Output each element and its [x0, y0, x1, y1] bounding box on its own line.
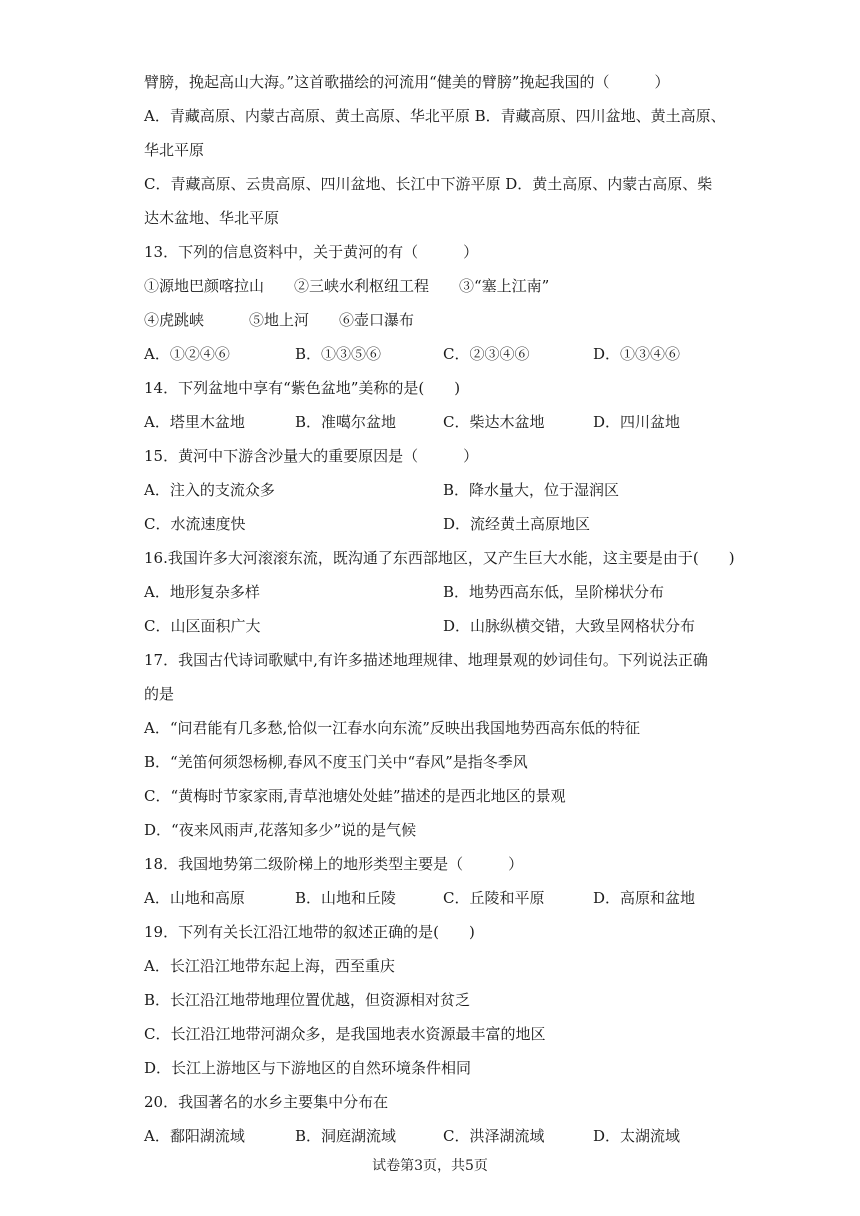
- q14-option-d[interactable]: D．四川盆地: [593, 413, 681, 431]
- q16-option-a[interactable]: A．地形复杂多样: [144, 583, 260, 601]
- q18-option-a[interactable]: A．山地和高原: [144, 889, 245, 907]
- q19-option-c[interactable]: C．长江沿江地带河湖众多，是我国地表水资源最丰富的地区: [144, 1025, 546, 1043]
- q17-stem-line-2: 的是: [144, 685, 175, 703]
- q15-option-c[interactable]: C．水流速度快: [144, 515, 246, 533]
- q13-info-line-1: ①源地巴颜喀拉山 ②三峡水利枢纽工程 ③“塞上江南”: [144, 277, 550, 295]
- q17-option-d[interactable]: D．“夜来风雨声,花落知多少”说的是气候: [144, 821, 417, 839]
- q19-option-d[interactable]: D．长江上游地区与下游地区的自然环境条件相同: [144, 1059, 472, 1077]
- q15-option-a[interactable]: A．注入的支流众多: [144, 481, 275, 499]
- q14-option-a[interactable]: A．塔里木盆地: [144, 413, 245, 431]
- q13-info-line-2: ④虎跳峡 ⑤地上河 ⑥壶口瀑布: [144, 311, 415, 329]
- q12-option-b-continuation: 华北平原: [144, 141, 205, 159]
- q16-option-d[interactable]: D．山脉纵横交错，大致呈网格状分布: [443, 617, 696, 635]
- q12-options-cd: C．青藏高原、云贵高原、四川盆地、长江中下游平原 D．黄土高原、内蒙古高原、柴: [144, 175, 713, 193]
- page-footer: 试卷第3页，共5页: [372, 1158, 488, 1174]
- q20-option-c[interactable]: C．洪泽湖流域: [443, 1127, 545, 1145]
- q14-stem: 14．下列盆地中享有“紫色盆地”美称的是( ): [144, 379, 461, 397]
- q17-option-c[interactable]: C．“黄梅时节家家雨,青草池塘处处蛙”描述的是西北地区的景观: [144, 787, 566, 805]
- q14-option-c[interactable]: C．柴达木盆地: [443, 413, 545, 431]
- q12-options-ab: A．青藏高原、内蒙古高原、黄土高原、华北平原 B．青藏高原、四川盆地、黄土高原、: [144, 107, 726, 125]
- q20-option-d[interactable]: D．太湖流域: [593, 1127, 681, 1145]
- q16-stem: 16.我国许多大河滚滚东流，既沟通了东西部地区，又产生巨大水能，这主要是由于( ): [144, 549, 735, 567]
- q13-option-d[interactable]: D．①③④⑥: [593, 345, 681, 363]
- q16-option-c[interactable]: C．山区面积广大: [144, 617, 261, 635]
- q20-option-b[interactable]: B．洞庭湖流域: [295, 1127, 397, 1145]
- q18-option-d[interactable]: D．高原和盆地: [593, 889, 696, 907]
- q15-option-d[interactable]: D．流经黄土高原地区: [443, 515, 591, 533]
- q13-option-c[interactable]: C．②③④⑥: [443, 345, 530, 363]
- q18-option-c[interactable]: C．丘陵和平原: [443, 889, 545, 907]
- q18-stem: 18．我国地势第二级阶梯上的地形类型主要是（ ）: [144, 855, 524, 873]
- q20-stem: 20．我国著名的水乡主要集中分布在: [144, 1093, 389, 1111]
- q17-option-b[interactable]: B．“羌笛何须怨杨柳,春风不度玉门关中“春风”是指冬季风: [144, 753, 528, 771]
- q17-option-a[interactable]: A．“问君能有几多愁,恰似一江春水向东流”反映出我国地势西高东低的特征: [144, 719, 640, 737]
- q15-stem: 15．黄河中下游含沙量大的重要原因是（ ）: [144, 447, 479, 465]
- q17-stem-line-1: 17．我国古代诗词歌赋中,有许多描述地理规律、地理景观的妙词佳句。下列说法正确: [144, 651, 708, 669]
- q18-option-b[interactable]: B．山地和丘陵: [295, 889, 397, 907]
- q19-option-a[interactable]: A．长江沿江地带东起上海，西至重庆: [144, 957, 395, 975]
- q16-option-b[interactable]: B．地势西高东低，呈阶梯状分布: [443, 583, 665, 601]
- q12-stem-continuation: 臂膀，挽起高山大海。”这首歌描绘的河流用“健美的臂膀”挽起我国的（ ）: [144, 73, 670, 91]
- q20-option-a[interactable]: A．鄱阳湖流域: [144, 1127, 245, 1145]
- q14-option-b[interactable]: B．准噶尔盆地: [295, 413, 397, 431]
- q19-stem: 19．下列有关长江沿江地带的叙述正确的是( ): [144, 923, 475, 941]
- q12-option-d-continuation: 达木盆地、华北平原: [144, 209, 280, 227]
- q13-option-b[interactable]: B．①③⑤⑥: [295, 345, 382, 363]
- q19-option-b[interactable]: B．长江沿江地带地理位置优越，但资源相对贫乏: [144, 991, 471, 1009]
- q13-option-a[interactable]: A．①②④⑥: [144, 345, 230, 363]
- q13-stem: 13．下列的信息资料中，关于黄河的有（ ）: [144, 243, 479, 261]
- q15-option-b[interactable]: B．降水量大，位于湿润区: [443, 481, 620, 499]
